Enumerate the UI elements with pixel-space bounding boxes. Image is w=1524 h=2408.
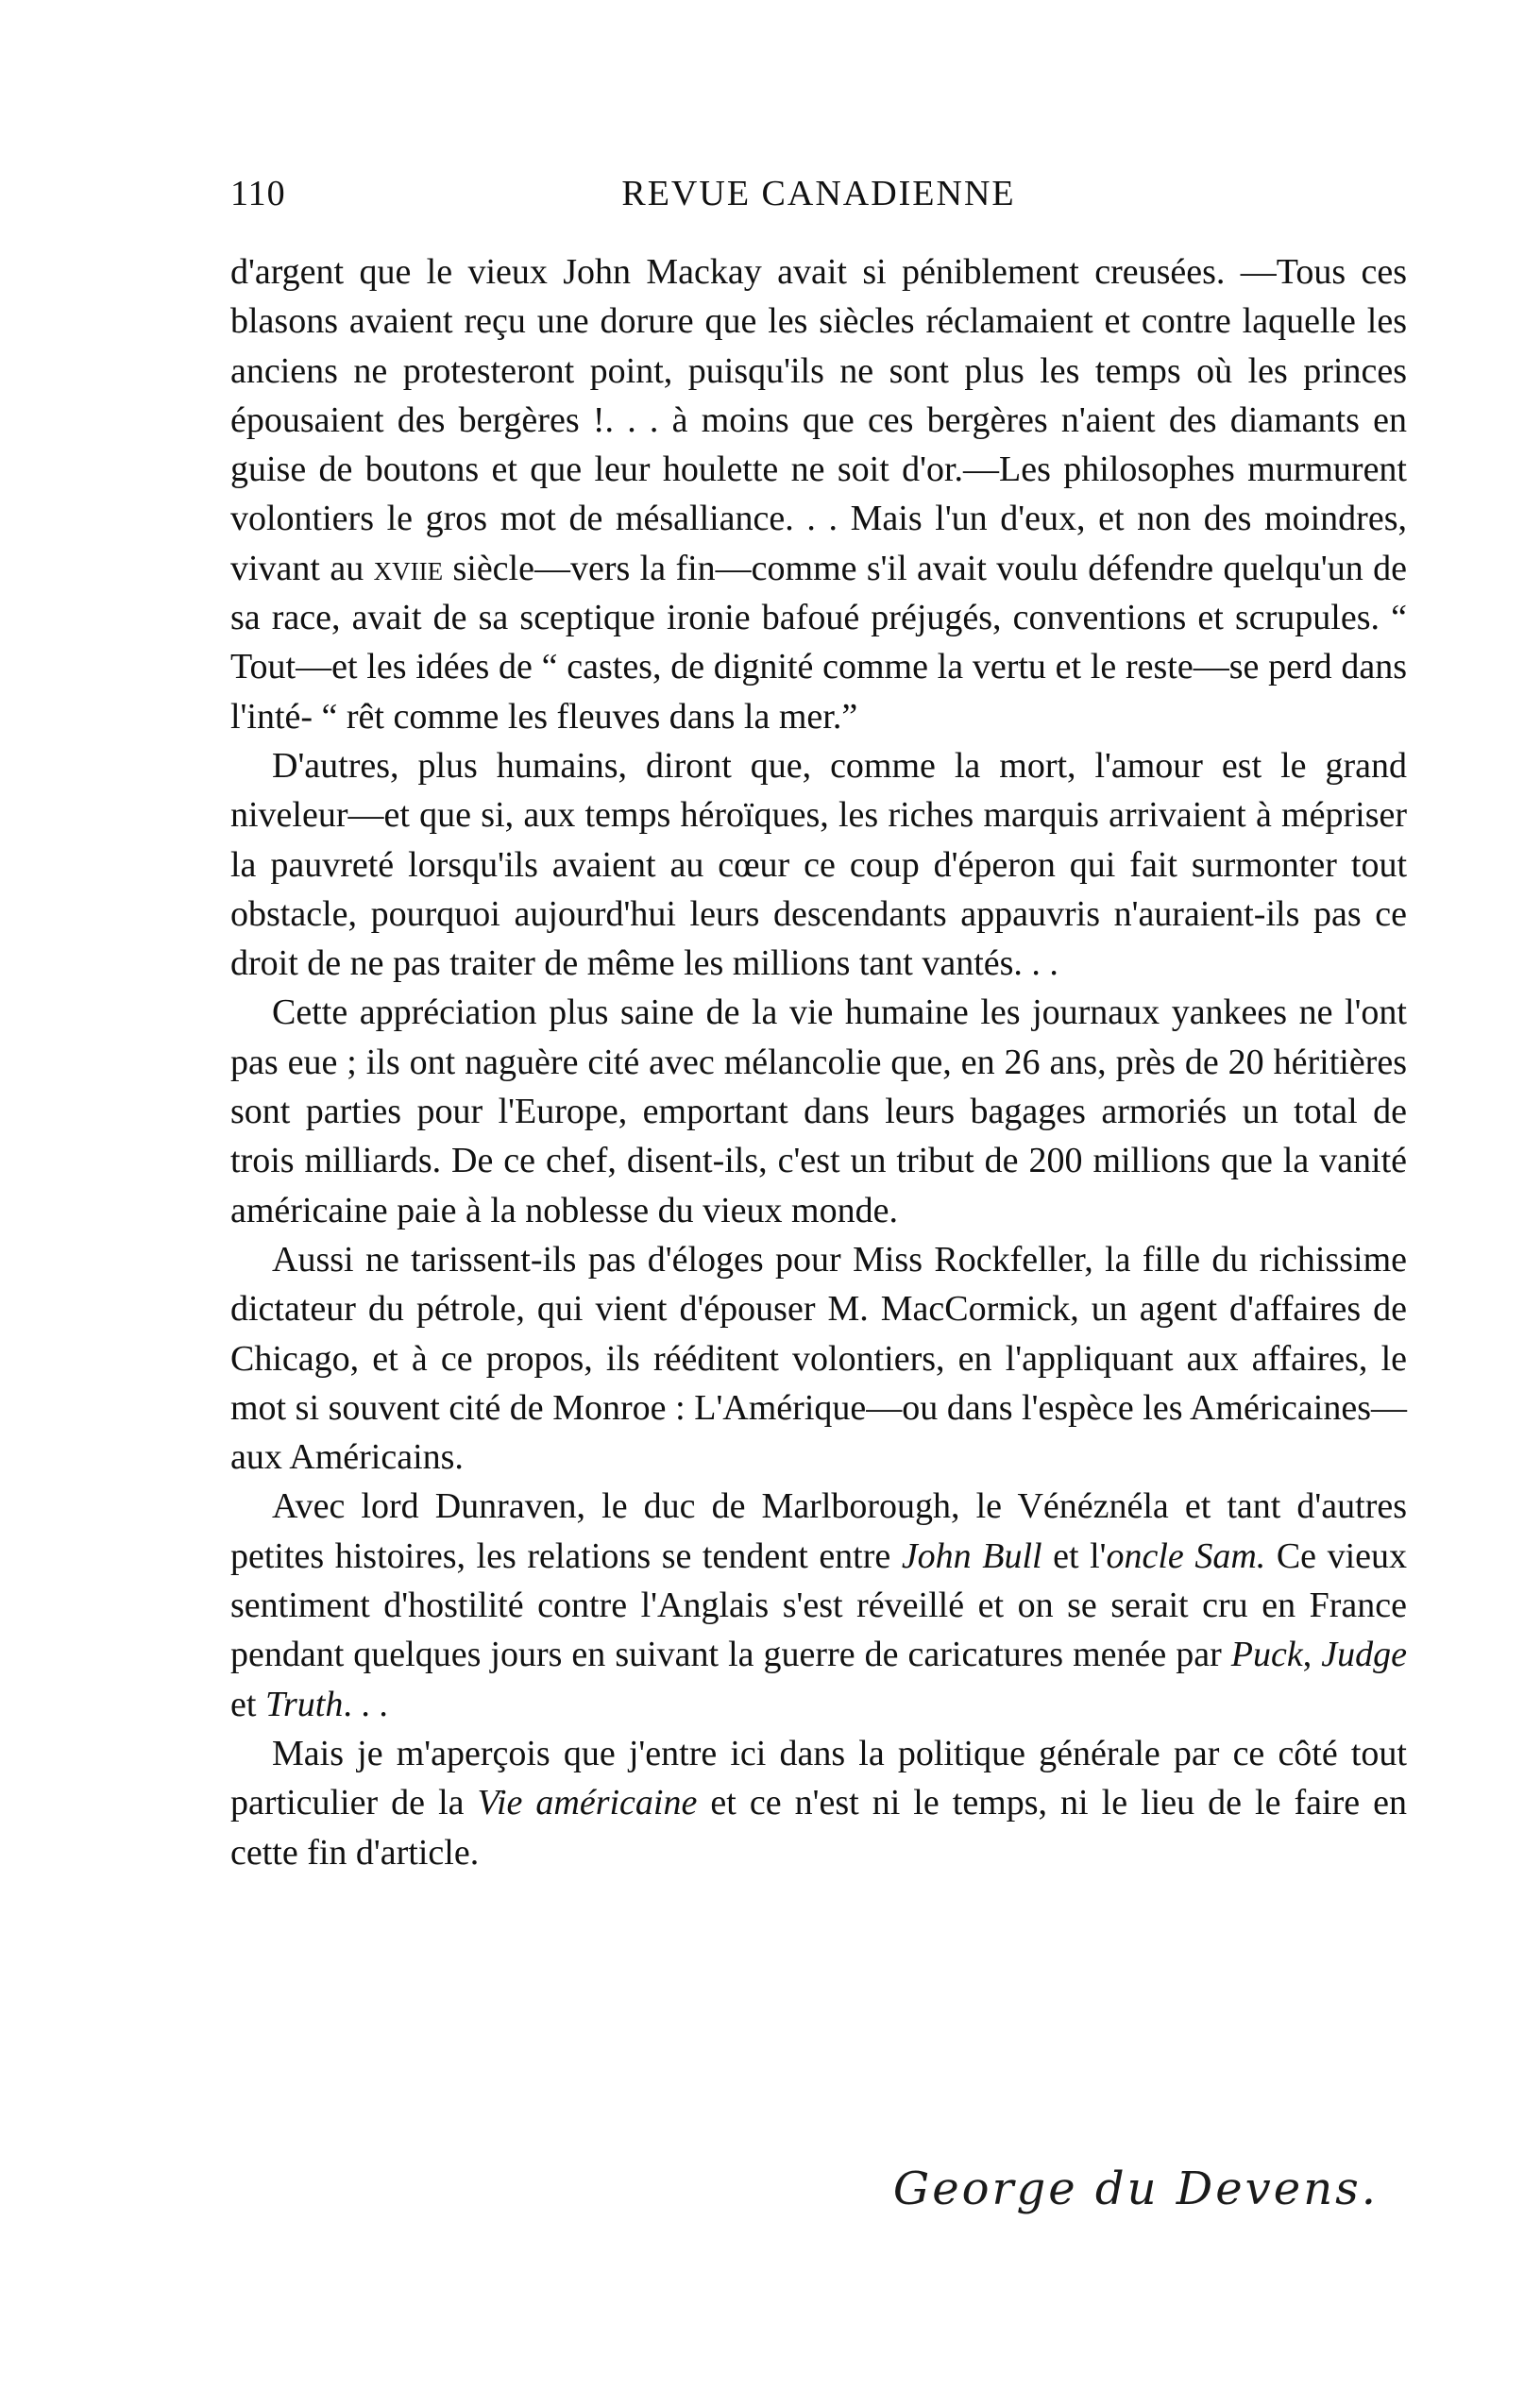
page-header bbox=[230, 170, 1407, 217]
italic-text: oncle Sam. bbox=[1106, 1535, 1266, 1576]
paragraph bbox=[230, 988, 1407, 1234]
text-run: Aussi ne tarissent-ils pas d'éloges pour Miss Rockfeller, la fille du richissime dictateur du pétrole, qui vient d'épouser M. MacCormick, un agent d'affaires de Chicago, et à ce propos, ils rééditent volontiers, en l'appliquant aux affaires, le mot si souvent cité de Monroe : L'Amérique—ou dans l'espèce les Américaines—aux Américains. bbox=[230, 1239, 1407, 1478]
author-signature: George du Devens. bbox=[892, 2162, 1379, 2215]
text-run: et bbox=[230, 1684, 265, 1724]
text-run: Cette appréciation plus saine de la vie humaine les journaux yankees ne l'ont pas eue ; ils ont naguère cité avec mélancolie que, en 26 ans, près de 20 héritières sont parties pour l'Europe, emportant dans leurs bagages armoriés un total de trois milliards. De ce chef, disent-ils, c'est un tribut de 200 millions que la vanité américaine paie à la noblesse du vieux monde. bbox=[230, 992, 1407, 1230]
paragraph bbox=[230, 1235, 1407, 1482]
paragraph bbox=[230, 1729, 1407, 1877]
italic-text: Vie américaine bbox=[477, 1783, 698, 1823]
running-head: REVUE CANADIENNE bbox=[621, 174, 1016, 213]
text-run: et ce n'est ni le temps, ni le lieu de le faire en cette fin d'article. bbox=[230, 1783, 1407, 1873]
text-run: . . . bbox=[343, 1684, 388, 1724]
italic-text: John Bull bbox=[901, 1535, 1042, 1576]
text-run: Avec lord Dunraven, le duc de Marlborough, le Vénéznéla et tant d'autres petites histoires, les relations se tendent entre bbox=[230, 1486, 1407, 1576]
text-run: D'autres, plus humains, diront que, comme la mort, l'amour est le grand niveleur—et que si, aux temps héroïques, les riches marquis arrivaient à mépriser la pauvreté lorsqu'ils avaient au cœur ce coup d'éperon qui fait surmonter tout obstacle, pourquoi aujourd'hui leurs descendants appauvris n'auraient-ils pas ce droit de ne pas traiter de même les millions tant vantés. . . bbox=[230, 745, 1407, 984]
text-run: Mais je m'aperçois que j'entre ici dans la politique générale par ce côté tout particulier de la bbox=[230, 1733, 1407, 1823]
text-run: et l' bbox=[1041, 1535, 1107, 1576]
paragraph bbox=[230, 741, 1407, 988]
text-run: siècle—vers la fin—comme s'il avait voulu défendre quelqu'un de sa race, avait de sa sceptique ironie bafoué préjugés, conventions et scrupules. “ Tout—et les idées de “ castes, de dignité comme la vertu et le reste—se perd dans l'inté- “ rêt comme les fleuves dans la mer.” bbox=[230, 548, 1407, 737]
italic-text: Truth bbox=[264, 1684, 344, 1724]
text-run: d'argent que le vieux John Mackay avait si péniblement creusées. —Tous ces blasons avaient reçu une dorure que les siècles réclamaient et contre laquelle les anciens ne protesteront point, puisqu'ils ne sont plus les temps où les princes épousaient des bergères !. . . à moins que ces bergères n'aient des diamants en guise de boutons et que leur houlette ne soit d'or.—Les philosophes murmurent volontiers le gros mot de mésalliance. . . Mais l'un d'eux, et non des moindres, vivant au bbox=[230, 252, 1407, 588]
italic-text: Puck bbox=[1230, 1635, 1303, 1675]
text-run: , bbox=[1302, 1635, 1322, 1675]
paragraph bbox=[230, 247, 1407, 741]
italic-text: Judge bbox=[1321, 1635, 1408, 1675]
paragraph bbox=[230, 1482, 1407, 1728]
text-run: Ce vieux sentiment d'hostilité contre l'Anglais s'est réveillé et on se serait cru en France pendant quelques jours en suivant la guerre de caricatures menée par bbox=[230, 1535, 1408, 1675]
page-number: 110 bbox=[230, 174, 286, 213]
smallcaps-text: xviie bbox=[373, 548, 444, 588]
article-body bbox=[230, 247, 1407, 1877]
